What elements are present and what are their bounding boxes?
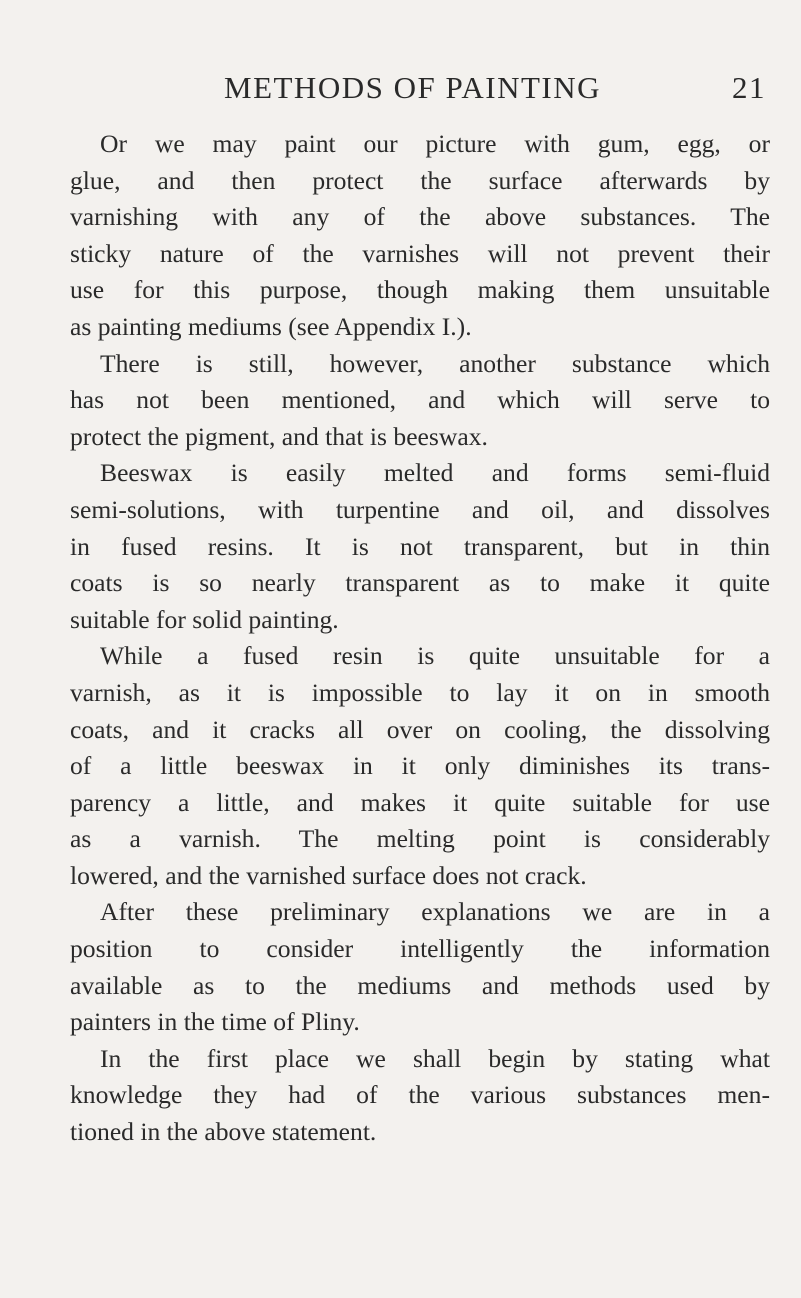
text-line: coats is so nearly transparent as to make it quite [70,568,770,598]
text-line: of a little beeswax in it only diminishes its trans- [70,751,770,781]
text-line: Beeswax is easily melted and forms semi-fluid [100,458,770,488]
page-number: 21 [732,70,766,105]
text-line: painters in the time of Pliny. [70,1007,360,1037]
text-line: lowered, and the varnished surface does not crack. [70,860,587,890]
text-line: as a varnish. The melting point is considerably [70,824,770,854]
text-line: semi-solutions, with turpentine and oil, and dissolves [70,494,770,524]
body-text [70,126,770,1151]
text-line: glue, and then protect the surface afterwards by [70,165,770,195]
text-line: knowledge they had of the various substances men- [70,1080,770,1110]
text-line: varnish, as it is impossible to lay it on in smooth [70,677,770,707]
text-line: in fused resins. It is not transparent, but in thin [70,531,770,561]
text-line: available as to the mediums and methods used by [70,970,770,1000]
text-line: There is still, however, another substance which [100,348,770,378]
running-title: METHODS OF PAINTING [224,70,601,105]
text-line: position to consider intelligently the information [70,934,770,964]
text-line: as painting mediums (see Appendix I.). [70,311,472,341]
text-line: protect the pigment, and that is beeswax. [70,421,488,451]
running-header [224,68,766,108]
text-line: Or we may paint our picture with gum, egg, or [100,129,770,158]
text-line: While a fused resin is quite unsuitable for a [100,641,770,671]
text-line: has not been mentioned, and which will serve to [70,385,770,415]
text-line: sticky nature of the varnishes will not prevent their [70,238,770,268]
text-line: After these preliminary explanations we are in a [100,897,770,927]
text-line: parency a little, and makes it quite suitable for use [70,787,770,817]
text-line: coats, and it cracks all over on cooling, the dissolving [70,714,770,744]
text-line: In the first place we shall begin by stating what [100,1043,770,1073]
text-line: tioned in the above statement. [70,1117,377,1147]
text-line: use for this purpose, though making them unsuitable [70,275,770,305]
text-line: varnishing with any of the above substances. The [70,202,770,232]
text-line: suitable for solid painting. [70,604,339,634]
